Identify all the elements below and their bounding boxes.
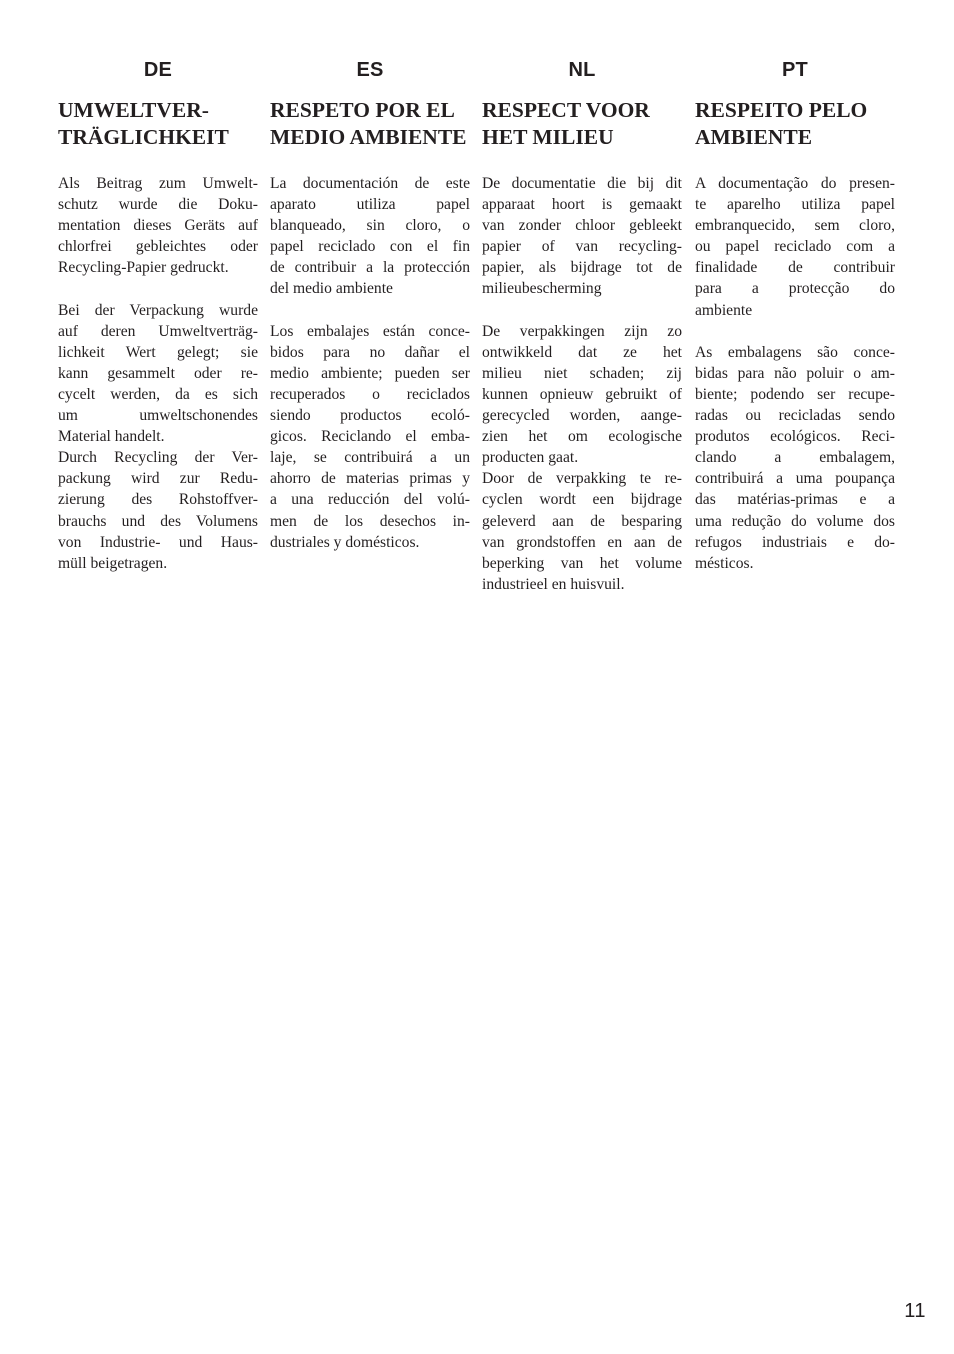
text-line: zierung des Rohstoffver- — [58, 491, 258, 509]
text-line: te aparelho utiliza papel — [695, 196, 895, 214]
body-text — [695, 173, 895, 574]
language-code: ES — [356, 59, 384, 81]
text-line: Bei der Verpackung wurde — [58, 301, 258, 319]
text-line: recuperados o reciclados — [270, 385, 470, 403]
text-line: finalidade de contribuir — [695, 259, 895, 277]
text-line: siendo productos ecoló- — [270, 407, 470, 425]
text-line: produtos ecológicos. Reci- — [695, 428, 895, 446]
text-line: von Industrie- und Haus- — [58, 533, 258, 551]
section-title-line: RESPETO POR EL — [270, 98, 455, 122]
text-line: ambiente — [695, 301, 753, 319]
text-line: müll beigetragen. — [58, 554, 168, 572]
text-line: cycelt werden, da es sich — [58, 385, 258, 403]
text-line: gicos. Reciclando el emba- — [270, 428, 470, 446]
text-line: apparaat hoort is gemaakt — [482, 196, 682, 214]
text-line: papier of van recycling- — [482, 238, 682, 256]
text-line: kann gesammelt oder re- — [58, 364, 258, 382]
text-line: geleverd aan de besparing — [482, 512, 682, 530]
section-title-line: AMBIENTE — [695, 125, 813, 149]
text-line: chlorfrei gebleichtes oder — [58, 238, 258, 256]
text-line: milieu niet schaden; zij — [482, 364, 682, 382]
text-line: mésticos. — [695, 554, 754, 572]
text-line: biente; podendo ser recupe- — [695, 385, 895, 403]
language-code: DE — [143, 59, 173, 81]
text-line: del medio ambiente — [270, 280, 393, 298]
section-title-line: RESPEITO PELO — [695, 98, 868, 122]
text-line: mentation dieses Geräts auf — [58, 217, 258, 235]
text-line: auf deren Umweltverträg- — [58, 322, 258, 340]
text-line: kunnen opnieuw gebruikt of — [482, 385, 682, 403]
text-line: para a protecção do — [695, 280, 895, 298]
page-number: 11 — [904, 1300, 926, 1322]
text-line: As embalagens são conce- — [695, 343, 895, 361]
text-line: embranquecido, sem cloro, — [695, 217, 895, 235]
paragraph — [270, 173, 470, 300]
text-line: De verpakkingen zijn zo — [482, 322, 682, 340]
section-title-line: MEDIO AMBIENTE — [270, 125, 467, 149]
text-line: Durch Recycling der Ver- — [58, 449, 258, 467]
text-line: bidos para no dañar el — [270, 343, 470, 361]
text-line: men de los desechos in- — [270, 512, 470, 530]
text-line: Los embalajes están conce- — [270, 322, 470, 340]
text-line: brauchs und des Volumens — [58, 512, 258, 530]
body-text — [482, 173, 682, 595]
text-line: La documentación de este — [270, 175, 470, 192]
paragraph — [482, 321, 682, 469]
section-title-line: HET MILIEU — [482, 125, 614, 149]
text-line: milieubescherming — [482, 280, 602, 298]
section-title-line: UMWELTVER- — [58, 98, 209, 122]
text-line: producten gaat. — [482, 449, 579, 467]
paragraph — [695, 173, 895, 321]
paragraph-spacer — [270, 300, 470, 321]
text-line: dustriales y domésticos. — [270, 533, 420, 551]
text-line: blanqueado, sin cloro, o — [270, 217, 470, 235]
text-line: um umweltschonendes — [58, 407, 258, 425]
paragraph — [482, 173, 682, 300]
text-line: ou papel reciclado com a — [695, 238, 895, 256]
text-line: das matérias-primas e a — [695, 491, 895, 509]
text-line: zien het om ecologische — [482, 428, 682, 446]
text-line: a una reducción del volú- — [270, 491, 470, 509]
language-code: NL — [568, 59, 596, 81]
paragraph-spacer — [482, 300, 682, 321]
text-line: laje, se contribuirá a un — [270, 449, 470, 467]
text-line: aparato utiliza papel — [270, 196, 470, 214]
text-line: beperking van het volume — [482, 554, 682, 572]
text-line: schutz wurde die Doku- — [58, 196, 258, 214]
body-text — [58, 173, 258, 574]
section-title — [58, 97, 273, 151]
body-text — [270, 173, 470, 553]
section-title — [482, 97, 697, 151]
text-line: van grondstoffen en aan de — [482, 533, 682, 551]
section-title — [270, 97, 485, 151]
paragraph-spacer — [58, 278, 258, 299]
text-line: contribuirá a uma poupança — [695, 470, 895, 488]
paragraph — [270, 321, 470, 553]
text-line: refugos industriais e do- — [695, 533, 895, 551]
text-line: ontwikkeld dat ze het — [482, 343, 682, 361]
paragraph — [58, 300, 258, 448]
paragraph — [482, 468, 682, 595]
text-line: uma redução do volume dos — [695, 512, 895, 530]
text-line: medio ambiente; pueden ser — [270, 364, 470, 382]
text-line: clando a embalagem, — [695, 449, 895, 467]
text-line: packung wird zur Redu- — [58, 470, 258, 488]
paragraph — [695, 342, 895, 574]
language-code: PT — [782, 59, 808, 81]
text-line: papel reciclado con el fin — [270, 238, 470, 256]
text-line: van zonder chloor gebleekt — [482, 217, 682, 235]
text-line: cyclen wordt een bijdrage — [482, 491, 682, 509]
text-line: gerecycled worden, aange- — [482, 407, 682, 425]
text-line: Als Beitrag zum Umwelt- — [58, 175, 258, 192]
section-title-line: RESPECT VOOR — [482, 98, 650, 122]
text-line: bidas para não poluir o am- — [695, 364, 895, 382]
text-line: de contribuir a la protección — [270, 259, 470, 277]
text-line: ahorro de materias primas y — [270, 470, 470, 488]
text-line: lichkeit Wert gelegt; sie — [58, 343, 258, 361]
text-line: industrieel en huisvuil. — [482, 575, 625, 593]
section-title-line: TRÄGLICHKEIT — [58, 125, 229, 149]
section-title — [695, 97, 910, 151]
paragraph — [58, 173, 258, 278]
text-line: De documentatie die bij dit — [482, 175, 682, 192]
text-line: A documentação do presen- — [695, 175, 895, 192]
text-line: Door de verpakking te re- — [482, 470, 682, 488]
text-line: radas ou recicladas sendo — [695, 407, 895, 425]
text-line: papier, als bijdrage tot de — [482, 259, 682, 277]
text-line: Recycling-Papier gedruckt. — [58, 259, 229, 277]
paragraph-spacer — [695, 321, 895, 342]
paragraph — [58, 447, 258, 574]
text-line: Material handelt. — [58, 428, 165, 446]
